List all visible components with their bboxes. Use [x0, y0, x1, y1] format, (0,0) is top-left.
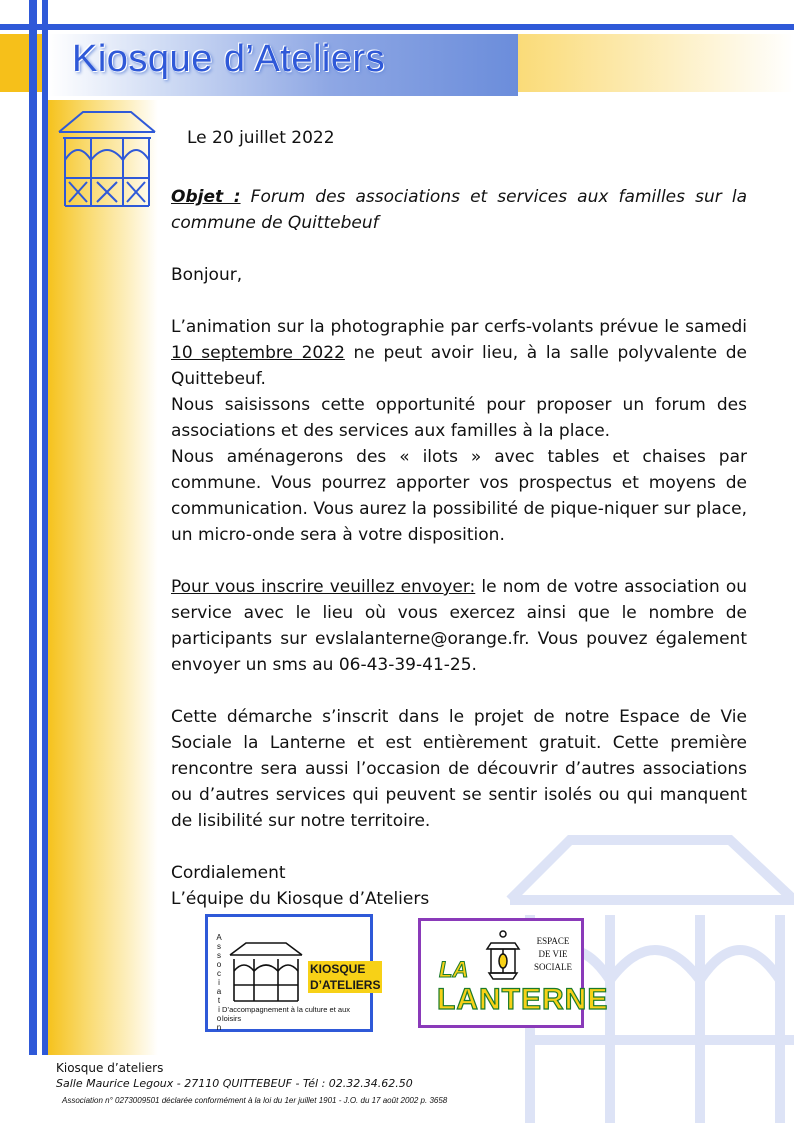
paragraph-2: Nous saisissons cette opportunité pour proposer un forum des associations et des services aux familles à la place. [171, 395, 747, 441]
paragraph-4 [171, 574, 747, 678]
subject-line [171, 184, 747, 236]
paragraph-1-text-a: L’animation sur la photographie par cerfs-volants prévue le samedi [171, 317, 747, 337]
paragraph-3: Nous aménagerons des « ilots » avec tables et chaises par commune. Vous pourrez apporter vos prospectus et moyens de communication. Vous aurez la possibilité de pique-niquer sur place, un micro-onde sera à votre disposition. [171, 447, 747, 545]
kiosque-logo-name-2: D’ATELIERS [310, 978, 381, 992]
kiosque-logo-name [308, 961, 382, 993]
subject-text: Forum des associations et services aux familles sur la commune de Quittebeuf [171, 187, 747, 233]
header-blue-stripe [0, 24, 794, 30]
signature: L’équipe du Kiosque d’Ateliers [171, 889, 430, 909]
paragraph-5: Cette démarche s’inscrit dans le projet de notre Espace de Vie Sociale la Lanterne et est entièrement gratuit. Cette première rencontre sera aussi l’occasion de découvrir d’autres associations ou d’autres services qui peuvent se sentir isolés ou qui manquent de lisibilité sur notre territoire. [171, 707, 747, 831]
paragraph-1-text-b: ne peut avoir lieu, à la salle polyvalente de Quittebeuf. [171, 343, 747, 389]
closing: Cordialement [171, 863, 286, 883]
kiosque-logo-tagline: D’accompagnement à la culture et aux loisirs [222, 1005, 350, 1023]
greeting: Bonjour, [171, 265, 243, 285]
footer-address: Salle Maurice Legoux - 27110 QUITTEBEUF - Tél : 02.32.34.62.50 [56, 1077, 413, 1090]
subject-label: Objet : [171, 187, 241, 207]
lantern-icon [483, 929, 523, 981]
lanterne-espace-1: ESPACE [536, 936, 570, 946]
logo-vertical-text: A s s o c i a t i o n [216, 933, 222, 1032]
event-date: 10 septembre 2022 [171, 343, 345, 363]
lanterne-logo-name: LANTERNE [437, 983, 609, 1016]
header-title: Kiosque d’Ateliers [72, 38, 386, 80]
letter-date: Le 20 juillet 2022 [187, 128, 335, 148]
lanterne-logo-la: LA [439, 957, 469, 982]
lanterne-logo [418, 918, 609, 1028]
footer-legal: Association n° 0273009501 déclarée conformément à la loi du 1er juillet 1901 - J.O. du 17 août 2002 p. 3658 [62, 1096, 448, 1105]
footer-org-name: Kiosque d’ateliers [56, 1061, 164, 1075]
paragraph-1 [171, 314, 747, 392]
kiosque-logo-name-1: KIOSQUE [310, 962, 366, 976]
left-blue-stripe [29, 0, 37, 1055]
registration-text: le nom de votre association ou service avec le lieu où vous exercez ainsi que le nombre de participants sur evslalanterne@orange.fr. Vous pouvez également envoyer un sms au 06-43-39-41-25. [171, 577, 747, 675]
kiosque-logo-icon [228, 939, 304, 1003]
registration-label: Pour vous inscrire veuillez envoyer: [171, 577, 476, 597]
lanterne-espace-2: DE VIE SOCIALE [534, 949, 572, 972]
kiosque-logo [205, 914, 381, 1032]
kiosk-icon [55, 98, 159, 210]
lanterne-espace-text [525, 935, 581, 974]
left-gold-stripe [48, 100, 158, 1055]
